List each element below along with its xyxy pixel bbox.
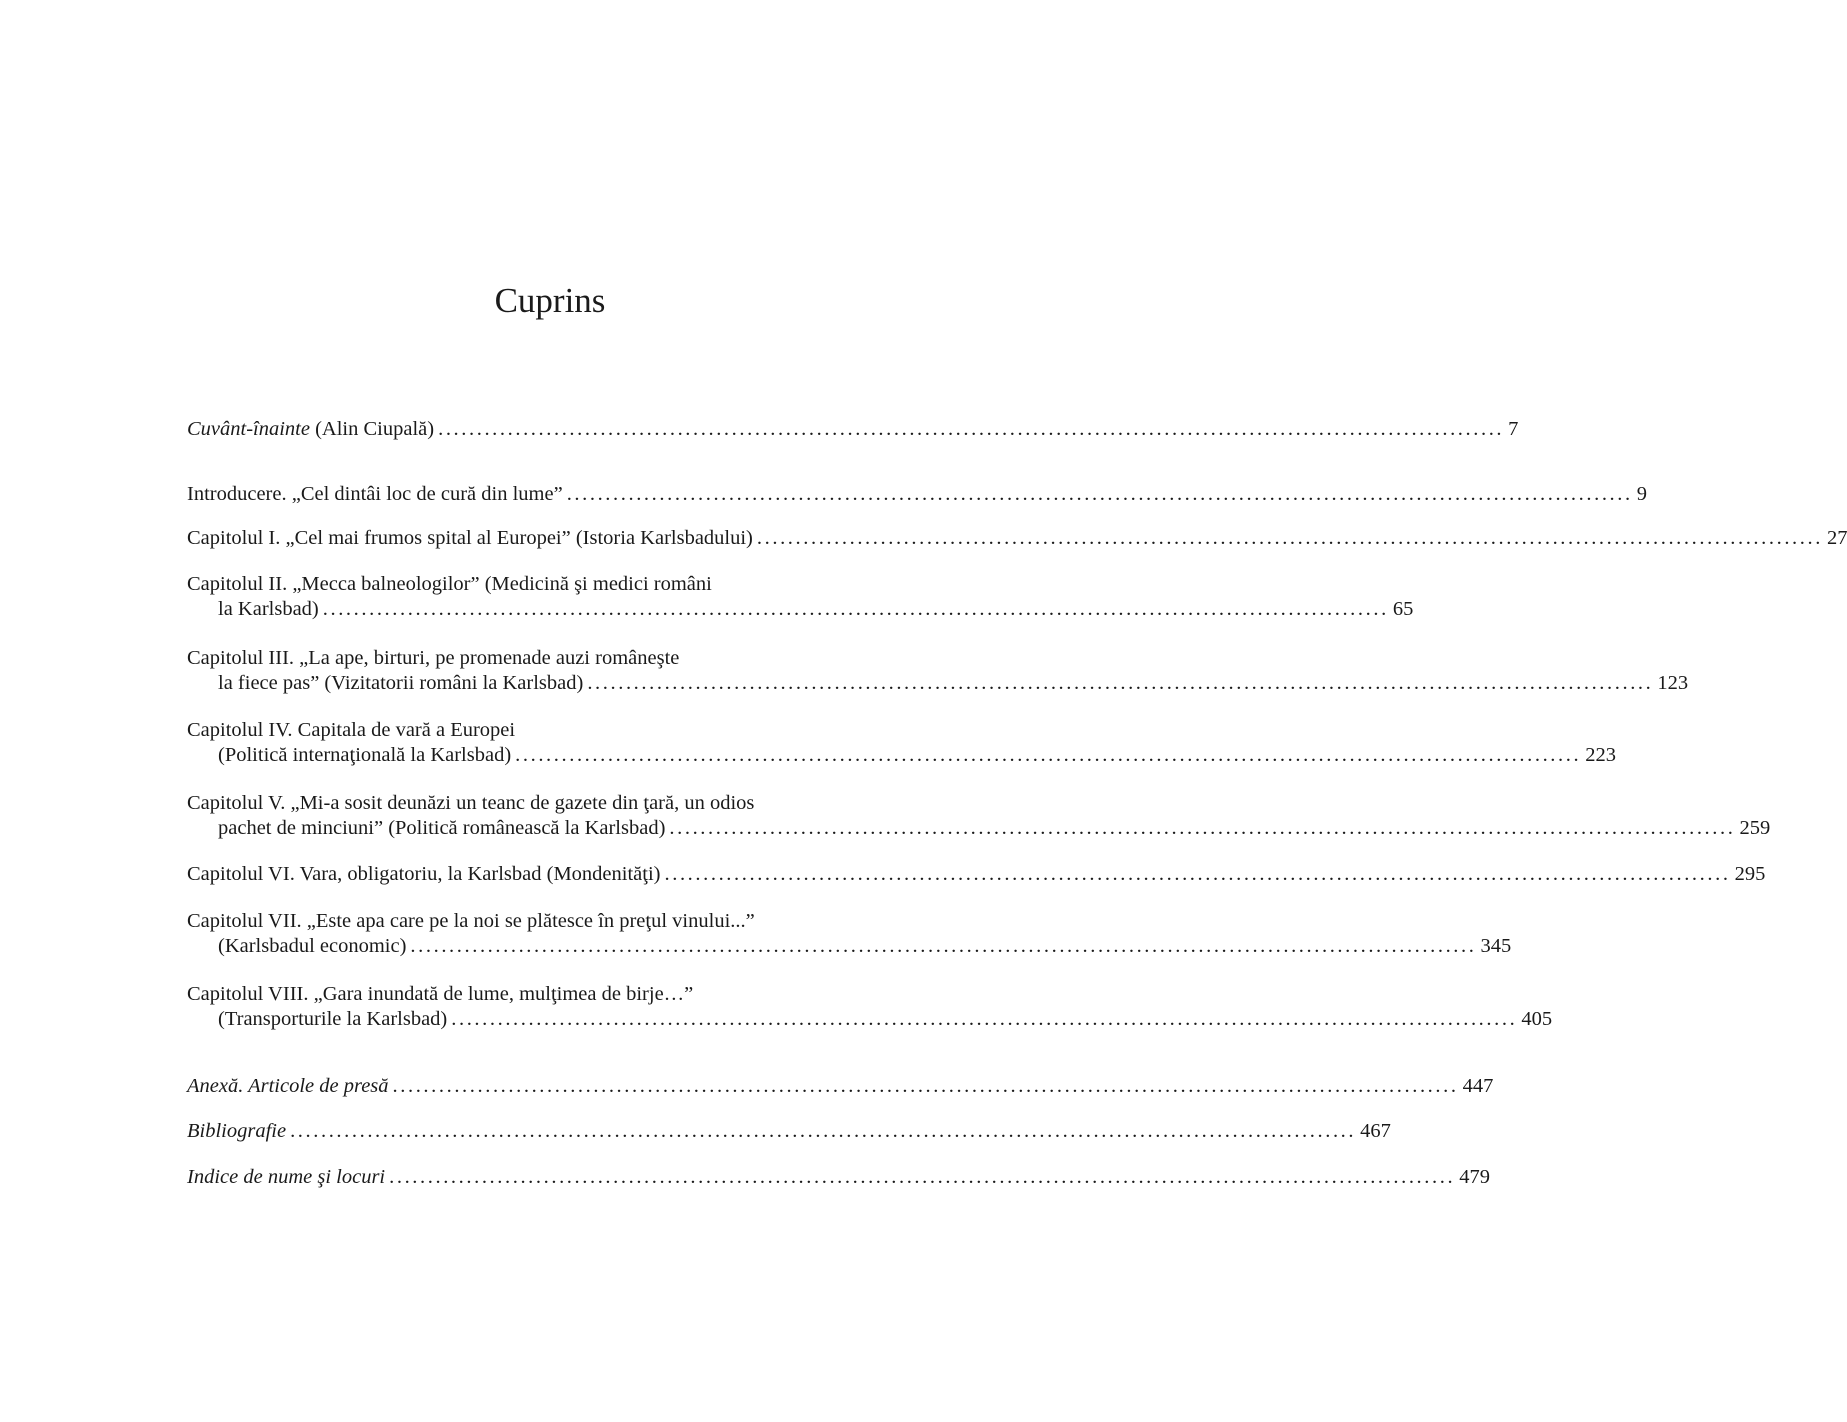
toc-entry-page: 479 [1459,1166,1490,1188]
dot-leader: .......................................................................................................................................... [515,744,1582,766]
dot-leader: .......................................................................................................................................... [664,863,1731,885]
toc-entry-title: Indice de nume şi locuri [187,1166,386,1188]
dot-leader: .......................................................................................................................................... [322,598,1389,620]
toc-entry-page: 405 [1521,1008,1553,1030]
dot-leader: .......................................................................................................................................... [756,527,1823,549]
toc-entry-title-continued: pachet de minciuni” (Politică românească la Karlsbad) [218,817,666,839]
toc-entry-title: Introducere. „Cel dintâi loc de cură din lume” [187,483,563,505]
dot-leader: .......................................................................................................................................... [438,418,1505,440]
toc-entry-title-continued: (Karlsbadul economic) [218,935,407,957]
dot-leader: .......................................................................................................................................... [389,1166,1456,1188]
toc-entry-title: Bibliografie [187,1120,287,1142]
toc-entry-chapter-2[interactable] [187,572,1414,622]
toc-entry-chapter-1[interactable] [187,526,1847,551]
toc-entry-title: Capitolul II. „Mecca balneologilor” (Medicină şi medici români [187,573,712,595]
dot-leader: .......................................................................................................................................... [290,1120,1357,1142]
toc-entry-chapter-6[interactable] [187,862,1766,887]
toc-entry-page: 7 [1508,418,1519,440]
dot-leader: .......................................................................................................................................... [669,817,1736,839]
toc-entry-page: 345 [1480,935,1512,957]
toc-entry-title: Cuvânt-înainte (Alin Ciupală) [187,418,435,440]
toc-entry-title-continued: (Politică internaţională la Karlsbad) [218,744,512,766]
dot-leader: .......................................................................................................................................... [451,1008,1518,1030]
toc-entry-page: 295 [1734,863,1766,885]
toc-entry-index[interactable] [187,1165,1490,1190]
toc-entry-page: 9 [1636,483,1647,505]
toc-entry-bibliography[interactable] [187,1119,1391,1144]
toc-entry-page: 259 [1739,817,1771,839]
toc-entry-page: 467 [1360,1120,1391,1142]
page-title: Cuprins [494,281,606,320]
toc-entry-annex[interactable] [187,1074,1494,1099]
dot-leader: .......................................................................................................................................... [410,935,1477,957]
toc-entry-page: 27 [1826,527,1847,549]
dot-leader: .......................................................................................................................................... [566,483,1633,505]
toc-entry-page: 447 [1462,1075,1494,1097]
dot-leader: .......................................................................................................................................... [587,672,1654,694]
toc-entry-title: Capitolul III. „La ape, birturi, pe promenade auzi româneşte [187,647,680,669]
toc-entry-title: Capitolul VII. „Este apa care pe la noi se plătesce în preţul vinului...” [187,910,755,932]
toc-entry-introduction[interactable] [187,482,1647,507]
toc-entry-chapter-4[interactable] [187,718,1616,768]
toc-entry-chapter-5[interactable] [187,791,1771,841]
toc-entry-chapter-3[interactable] [187,646,1689,696]
toc-entry-title-continued: la fiece pas” (Vizitatorii români la Karlsbad) [218,672,584,694]
toc-entry-chapter-8[interactable] [187,982,1553,1032]
toc-entry-title: Capitolul V. „Mi-a sosit deunăzi un teanc de gazete din ţară, un odios [187,792,755,814]
toc-entry-chapter-7[interactable] [187,909,1512,959]
toc-entry-title: Anexă. Articole de presă [187,1075,389,1097]
dot-leader: .......................................................................................................................................... [392,1075,1459,1097]
toc-entry-title: Capitolul I. „Cel mai frumos spital al Europei” (Istoria Karlsbadului) [187,527,753,549]
toc-entry-page: 123 [1657,672,1689,694]
toc-entry-foreword[interactable] [187,417,1519,442]
toc-entry-title-continued: la Karlsbad) [218,598,319,620]
toc-entry-title: Capitolul VIII. „Gara inundată de lume, mulţimea de birje…” [187,983,694,1005]
toc-entry-title: Capitolul IV. Capitala de vară a Europei [187,719,516,741]
toc-entry-page: 223 [1585,744,1616,766]
toc-entry-page: 65 [1392,598,1414,620]
toc-entry-title-continued: (Transporturile la Karlsbad) [218,1008,448,1030]
toc-entry-title: Capitolul VI. Vara, obligatoriu, la Karlsbad (Mondenităţi) [187,863,661,885]
